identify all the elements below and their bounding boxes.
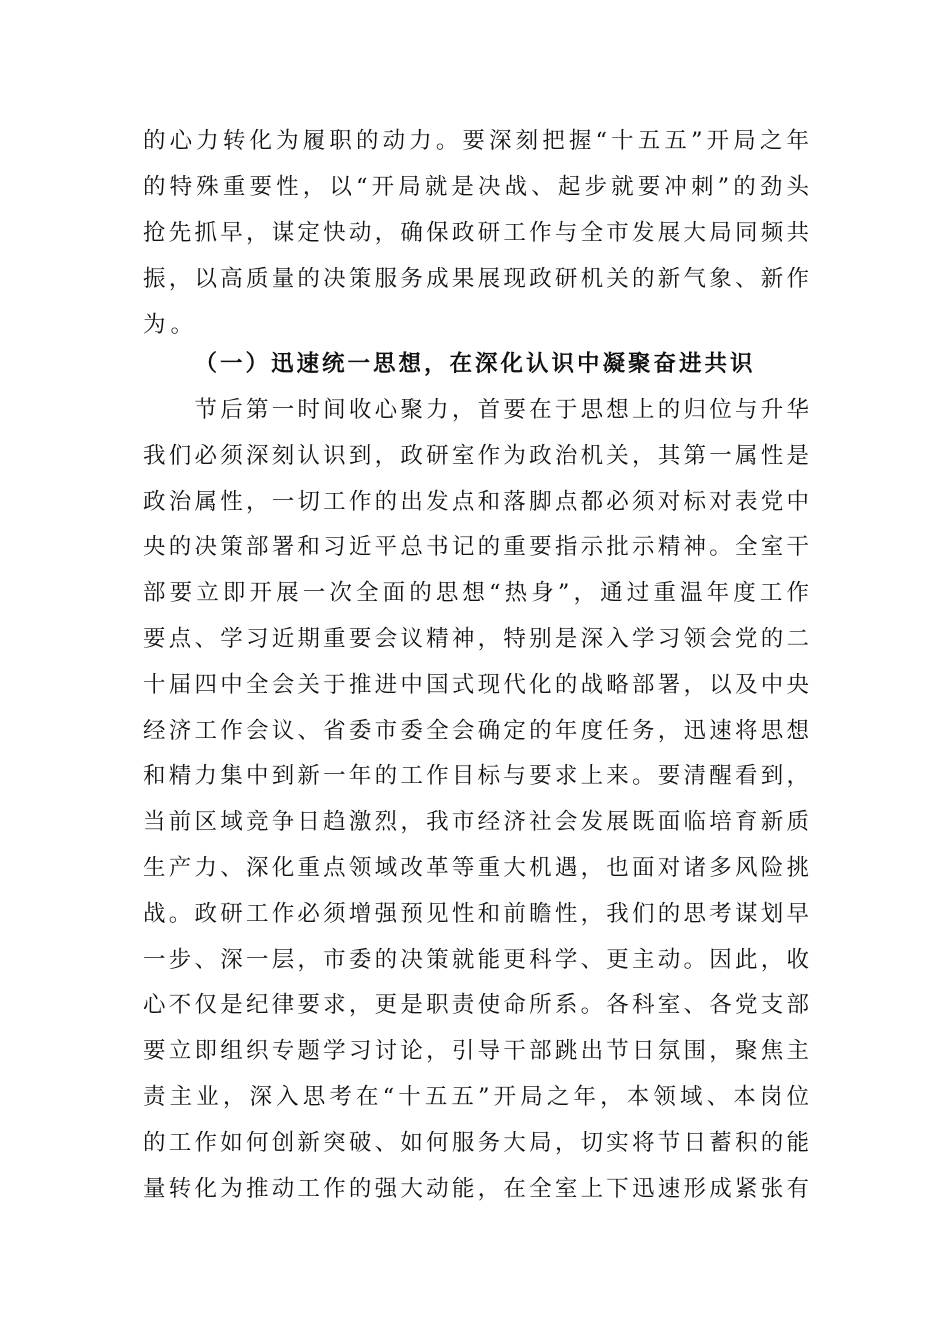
text-line: 为。 [143, 312, 199, 338]
text-line: 生产力、深化重点领域改革等重大机遇，也面对诸多风险挑 [143, 855, 809, 881]
text-line: 我们必须深刻认识到，政研室作为政治机关，其第一属性是 [143, 442, 809, 469]
text-line: 的工作如何创新突破、如何服务大局，切实将节日蓄积的能 [143, 1129, 809, 1156]
text-line: 抢先抓早，谋定快动，确保政研工作与全市发展大局同频共 [143, 220, 809, 246]
text-line: 政治属性，一切工作的出发点和落脚点都必须对标对表党中 [143, 488, 809, 515]
text-line: 央的决策部署和习近平总书记的重要指示批示精神。全室干 [143, 534, 809, 561]
text-line: 经济工作会议、省委市委全会确定的年度任务，迅速将思想 [143, 717, 809, 744]
text-line: 要点、学习近期重要会议精神，特别是深入学习领会党的二 [143, 626, 809, 652]
text-line: 节后第一时间收心聚力，首要在于思想上的归位与升华 [143, 397, 809, 423]
text-line: 战。政研工作必须增强预见性和前瞻性，我们的思考谋划早 [143, 900, 809, 927]
text-line: 量转化为推动工作的强大动能，在全室上下迅速形成紧张有 [143, 1175, 809, 1202]
text-line: 当前区域竞争日趋激烈，我市经济社会发展既面临培育新质 [143, 809, 809, 836]
text-line: 心不仅是纪律要求，更是职责使命所系。各科室、各党支部 [143, 992, 809, 1019]
section-heading: （一）迅速统一思想，在深化认识中凝聚奋进共识 [194, 351, 756, 377]
text-line: 责主业，深入思考在“十五五”开局之年，本领域、本岗位 [143, 1084, 809, 1110]
text-line: 的特殊重要性，以“开局就是决战、起步就要冲刺”的劲头 [143, 174, 809, 200]
text-line: 十届四中全会关于推进中国式现代化的战略部署，以及中央 [143, 671, 809, 698]
text-line: 一步、深一层，市委的决策就能更科学、更主动。因此，收 [143, 946, 809, 973]
text-line: 振，以高质量的决策服务成果展现政研机关的新气象、新作 [143, 266, 809, 292]
text-line: 和精力集中到新一年的工作目标与要求上来。要清醒看到， [143, 763, 809, 790]
text-line: 要立即组织专题学习讨论，引导干部跳出节日氛围，聚焦主 [143, 1038, 809, 1065]
text-line: 的心力转化为履职的动力。要深刻把握“十五五”开局之年 [143, 128, 809, 154]
text-line: 部要立即开展一次全面的思想“热身”，通过重温年度工作 [143, 580, 809, 607]
